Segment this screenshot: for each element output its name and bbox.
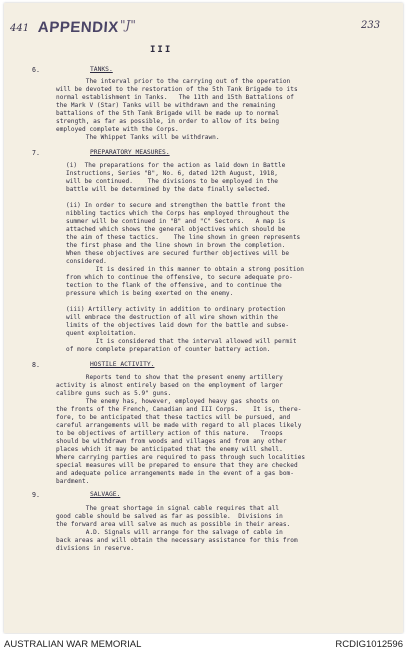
text-line: of more complete preparation of counter battery action. (66, 346, 271, 353)
text-line: (ii) In order to secure and strengthen the battle front the (66, 202, 286, 209)
text-line: good cable should be salved as far as possible. Divisions in (56, 513, 283, 520)
footer-institution: AUSTRALIAN WAR MEMORIAL (4, 639, 142, 650)
text-line: (iii) Artillery activity in addition to ordinary protection (66, 306, 286, 313)
text-line: the first phase and the line shown in brown the completion. (66, 242, 286, 249)
text-line: considered. (66, 258, 107, 265)
section-body (66, 162, 304, 354)
text-line: strength, as far as possible, in order to allow of its being (56, 118, 280, 125)
text-line: fore, to be anticipated that these tactics will be pursued, and (56, 414, 291, 421)
page-title-mark: III (150, 45, 173, 55)
text-line: battle will be determined by the date finally selected. (66, 186, 271, 193)
section-number: 7. (32, 149, 40, 157)
text-line: It is desired in this manner to obtain a strong position (66, 266, 304, 273)
text-line (66, 298, 304, 306)
section-heading: SALVAGE. (90, 491, 121, 498)
text-line: will be continued. The divisions to be employed in the (66, 178, 278, 185)
document-page (4, 3, 403, 633)
appendix-mark: "J" (120, 18, 136, 32)
handwritten-folio: 441 (10, 23, 30, 34)
text-line: attached which shows the general objectives which should be (66, 226, 286, 233)
text-line: tection to the flank of the offensive, and to continue the (66, 282, 282, 289)
text-line: normal establishment in Tanks. The 11th and 15th Battalions of (56, 94, 294, 101)
section-body (56, 374, 305, 486)
text-line: the forward area will salve as much as possible in their areas. (56, 521, 291, 528)
text-line: Reports tend to show that the present enemy artillery (56, 374, 283, 381)
text-line: employed complete with the Corps. (56, 126, 179, 133)
text-line: and adequate police arrangements made in the event of a gas bom- (56, 470, 294, 477)
text-line: back areas and will obtain the necessary assistance for this from (56, 537, 298, 544)
text-line: (i) The preparations for the action as laid down in Battle (66, 162, 286, 169)
section-heading: TANKS. (90, 66, 113, 73)
text-line: Instructions, Series "B", No. 6, dated 12th August, 1918, (66, 170, 278, 177)
text-line: activity is almost entirely based on the employment of larger (56, 382, 283, 389)
text-line: will embrace the destruction of all wire shown within the (66, 314, 278, 321)
text-line: the aim of these tactics. The line shown in green represents (66, 234, 301, 241)
text-line: limits of the objectives laid down for the battle and subse- (66, 322, 290, 329)
footer-bar (0, 634, 407, 654)
text-line: The Whippet Tanks will be withdrawn. (56, 134, 220, 141)
text-line: bardment. (56, 478, 90, 485)
text-line: A.D. Signals will arrange for the salvage of cable in (56, 529, 283, 536)
text-line: The enemy has, however, employed heavy gas shoots on (56, 398, 280, 405)
text-line: divisions in reserve. (56, 545, 135, 552)
section-heading: HOSTILE ACTIVITY. (90, 361, 155, 368)
text-line: should be withdrawn from woods and villages and from any other (56, 438, 287, 445)
text-line: summer will be continued in "B" and "C" Sectors. A map is (66, 218, 286, 225)
text-line: The great shortage in signal cable requires that all (56, 505, 280, 512)
text-line: calibre guns such as 5.9" guns. (56, 390, 172, 397)
text-line: quent exploitation. (66, 330, 137, 337)
text-line: will be devoted to the restoration of the 5th Tank Brigade to its (56, 86, 298, 93)
text-line: battalions of the 5th Tank Brigade will be made up to normal (56, 110, 280, 117)
text-line: It is considered that the interval allowed will permit (66, 338, 297, 345)
appendix-stamp: APPENDIX (37, 19, 120, 36)
section-number: 8. (32, 361, 40, 369)
section-number: 6. (32, 66, 40, 74)
text-line: the Mark V (Star) Tanks will be withdrawn and the remaining (56, 102, 276, 109)
section-body (56, 505, 298, 553)
text-line: careful arrangements will be made with regard to all places likely (56, 422, 302, 429)
text-line: pressure which is being exerted on the enemy. (66, 290, 234, 297)
text-line: places which it may be anticipated that the enemy will shell. (56, 446, 283, 453)
text-line: nibbling tactics which the Corps has employed throughout the (66, 210, 290, 217)
text-line: special measures will be prepared to ensure that they are checked (56, 462, 298, 469)
text-line: When these objectives are secured further objectives will be (66, 250, 290, 257)
section-body (56, 78, 298, 142)
page-number: 233 (361, 20, 381, 31)
section-heading: PREPARATORY MEASURES. (90, 149, 170, 156)
text-line: The interval prior to the carrying out of the operation (56, 78, 291, 85)
text-line: to be objectives of artillery action of this nature. Troops (56, 430, 283, 437)
text-line: from which to continue the offensive, to secure adequate pro- (66, 274, 293, 281)
text-line: the fronts of the French, Canadian and III Corps. It is, there- (56, 406, 302, 413)
text-line (66, 194, 304, 202)
section-number: 9. (32, 491, 40, 499)
footer-record-id: RCDIG1012596 (335, 639, 403, 650)
text-line: Where carrying parties are required to pass through such localities (56, 454, 306, 461)
